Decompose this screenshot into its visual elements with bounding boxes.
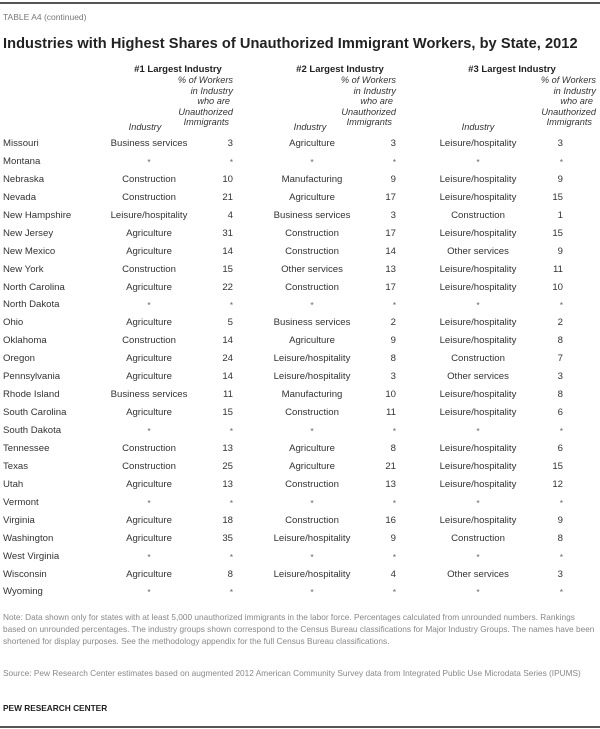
industry-2-cell: * [310, 497, 314, 508]
table-row [0, 424, 600, 442]
state-cell: North Dakota [3, 299, 60, 311]
pct-3-cell: 11 [553, 263, 563, 275]
table-row [0, 352, 600, 370]
industry-2-cell: * [310, 426, 314, 436]
source-note: Source: Pew Research Center estimates based on augmented 2012 American Community Survey data from Integrated Public Use Microdata Series (IPUMS) [3, 668, 581, 678]
pct-1-cell: 14 [222, 245, 233, 257]
industry-1-cell: Agriculture [126, 568, 172, 580]
pct-2-cell: 11 [386, 407, 396, 419]
table-row [0, 209, 600, 227]
group-header-1: #1 Largest Industry [134, 64, 222, 75]
pct-3-cell: 12 [552, 478, 563, 490]
pct-1-cell: 14 [222, 371, 233, 383]
table-body [0, 137, 600, 603]
pct-3-cell: 8 [557, 532, 563, 544]
industry-1-cell: Agriculture [126, 407, 172, 419]
pct-2-cell: * [392, 551, 396, 562]
pct-3-cell: 15 [552, 460, 563, 472]
pct-header-line: % of Workers [340, 75, 396, 85]
pct-3-cell: 7 [557, 353, 563, 365]
pct-1-cell: 15 [222, 263, 233, 275]
pct-1-cell: 8 [227, 568, 233, 580]
table-row [0, 388, 600, 406]
pct-3-cell: * [559, 497, 563, 508]
industry-1-cell: Construction [122, 442, 176, 454]
industry-3-cell: Leisure/hospitality [439, 335, 517, 347]
state-cell: Montana [3, 155, 41, 167]
pct-2-cell: 21 [385, 460, 396, 472]
table-row [0, 245, 600, 263]
pct-3-cell: * [559, 156, 563, 167]
pct-3-cell: 8 [557, 389, 563, 401]
table-row [0, 406, 600, 424]
pct-3-cell: * [559, 551, 563, 562]
pct-2-cell: 17 [385, 281, 396, 293]
industry-3-cell: Construction [451, 532, 505, 544]
table-row [0, 155, 600, 173]
table-row [0, 298, 600, 316]
pct-2-cell: 4 [390, 568, 396, 580]
pct-2-cell: 10 [385, 389, 396, 401]
table-row [0, 137, 600, 155]
pct-1-cell: 22 [222, 281, 233, 293]
pct-header-line: who are [560, 96, 593, 106]
pct-header-line: Unauthorized [178, 106, 233, 117]
industry-3-cell: Leisure/hospitality [439, 281, 517, 293]
pct-1-cell: 13 [222, 478, 233, 490]
pct-1-cell: 3 [227, 138, 233, 149]
industry-1-cell: Agriculture [126, 353, 172, 365]
pct-3-cell: 1 [557, 209, 563, 221]
state-cell: Tennessee [3, 442, 50, 454]
pct-2-cell: 13 [385, 478, 396, 490]
pct-header-line: in Industry [353, 85, 396, 96]
pct-2-cell: 2 [390, 317, 396, 329]
pct-3-cell: 8 [557, 335, 563, 347]
industry-1-cell: * [147, 551, 151, 562]
pct-2-cell: 3 [390, 209, 396, 221]
industry-1-cell: * [147, 300, 151, 311]
pct-1-cell: 15 [222, 407, 233, 419]
state-cell: Nebraska [3, 173, 45, 185]
pct-header-line: in Industry [553, 85, 596, 96]
industry-3-cell: Construction [451, 353, 505, 365]
footnote: Note: Data shown only for states with at least 5,000 unauthorized immigrants in the labor force. Percentages calculated from unrounded numbers. Rankings based on unrounded percentages. The industry groups shown correspond to the Census Bureau classifications for Major Industry Groups. The names have been shortened for display purposes. See the methodology appendix for the full Census Bureau classifications. [3, 612, 595, 646]
pct-1-cell: 14 [222, 335, 233, 347]
pct-1-cell: * [229, 156, 233, 167]
state-cell: Nevada [3, 191, 37, 203]
industry-1-cell: * [147, 497, 151, 508]
industry-3-cell: Leisure/hospitality [439, 389, 517, 401]
state-cell: Rhode Island [3, 389, 60, 401]
table-row [0, 585, 600, 603]
industry-1-cell: Agriculture [126, 227, 172, 239]
state-cell: Washington [3, 532, 54, 544]
group-header-2: #2 Largest Industry [296, 64, 384, 75]
pct-header-line: Immigrants [346, 117, 392, 127]
pct-3-cell: 10 [552, 281, 563, 293]
table-row [0, 334, 600, 352]
industry-2-cell: * [310, 551, 314, 562]
industry-2-cell: Agriculture [289, 138, 335, 149]
pct-header-line: who are [360, 96, 393, 106]
industry-1-cell: * [147, 156, 151, 167]
industry-1-cell: Agriculture [126, 371, 172, 383]
state-cell: New Mexico [3, 245, 56, 257]
pct-header-line: % of Workers [177, 75, 233, 85]
pct-2-cell: 3 [390, 371, 396, 383]
state-cell: North Carolina [3, 281, 65, 293]
industry-2-cell: Construction [285, 514, 339, 526]
industry-2-cell: Manufacturing [281, 173, 343, 185]
table-row [0, 442, 600, 460]
state-cell: Wisconsin [3, 568, 47, 580]
state-cell: New Hampshire [3, 209, 72, 221]
pct-3-cell: 2 [557, 317, 563, 329]
industry-3-cell: * [476, 300, 480, 311]
industry-1-cell: Agriculture [126, 532, 172, 544]
group-header-3: #3 Largest Industry [468, 64, 556, 75]
state-cell: Texas [3, 460, 29, 472]
pct-2-cell: 8 [390, 442, 396, 454]
industry-3-cell: * [476, 551, 480, 562]
state-cell: Virginia [3, 514, 35, 526]
industry-3-cell: * [476, 156, 480, 167]
state-cell: New Jersey [3, 227, 54, 239]
pct-1-cell: 21 [222, 191, 233, 203]
table-row [0, 370, 600, 388]
industry-1-cell: Construction [122, 460, 176, 472]
table-row [0, 191, 600, 209]
pct-1-cell: 4 [227, 209, 233, 221]
state-cell: New York [3, 263, 44, 275]
industry-1-cell: Construction [122, 173, 176, 185]
industry-header-1: Industry [128, 122, 162, 132]
industry-3-cell: * [476, 587, 480, 598]
industry-2-cell: Construction [285, 245, 339, 257]
industry-1-cell: Business services [110, 389, 188, 401]
pct-header-1 [178, 75, 233, 128]
pct-header-2 [341, 75, 396, 128]
industry-2-cell: Leisure/hospitality [273, 371, 351, 383]
pct-3-cell: 3 [557, 371, 563, 383]
pct-1-cell: * [229, 551, 233, 562]
industry-2-cell: Leisure/hospitality [273, 568, 351, 580]
pct-2-cell: * [392, 587, 396, 598]
pct-2-cell: 14 [385, 245, 396, 257]
state-cell: Missouri [3, 138, 39, 149]
industry-2-cell: Agriculture [289, 442, 335, 454]
pct-header-line: Immigrants [183, 117, 229, 127]
industry-3-cell: Leisure/hospitality [439, 317, 517, 329]
pct-1-cell: * [229, 587, 233, 598]
pct-1-cell: 11 [223, 389, 233, 401]
industry-2-cell: Construction [285, 281, 339, 293]
pct-2-cell: 3 [390, 138, 396, 149]
page-title: Industries with Highest Shares of Unauthorized Immigrant Workers, by State, 2012 [3, 36, 578, 52]
industry-3-cell: Leisure/hospitality [439, 514, 517, 526]
pct-2-cell: * [392, 300, 396, 311]
industry-2-cell: Construction [285, 227, 339, 239]
table-row [0, 568, 600, 586]
pct-1-cell: * [229, 497, 233, 508]
industry-1-cell: Construction [122, 191, 176, 203]
industry-1-cell: Agriculture [126, 317, 172, 329]
industry-2-cell: Business services [273, 317, 351, 329]
pct-2-cell: 9 [390, 173, 396, 185]
table-row [0, 532, 600, 550]
industry-1-cell: Construction [122, 263, 176, 275]
state-cell: West Virginia [3, 550, 60, 562]
industry-3-cell: Leisure/hospitality [439, 407, 517, 419]
industry-3-cell: Other services [447, 245, 509, 257]
pct-1-cell: 25 [222, 460, 233, 472]
industry-3-cell: Leisure/hospitality [439, 227, 517, 239]
pct-header-line: Unauthorized [541, 106, 596, 117]
pct-2-cell: 16 [385, 514, 396, 526]
industry-2-cell: * [310, 587, 314, 598]
industry-2-cell: Manufacturing [281, 389, 343, 401]
industry-3-cell: Leisure/hospitality [439, 442, 517, 454]
pct-1-cell: * [229, 426, 233, 436]
industry-1-cell: Business services [110, 138, 188, 149]
industry-3-cell: Other services [447, 371, 509, 383]
table-row [0, 496, 600, 514]
pct-2-cell: * [392, 497, 396, 508]
industry-header-2: Industry [293, 122, 327, 132]
state-cell: Wyoming [3, 586, 43, 598]
pct-2-cell: 9 [390, 335, 396, 347]
pct-3-cell: 9 [557, 173, 563, 185]
industry-2-cell: Leisure/hospitality [273, 353, 351, 365]
table-row [0, 514, 600, 532]
pct-2-cell: * [392, 156, 396, 167]
pct-1-cell: 5 [227, 317, 233, 329]
industry-1-cell: * [147, 426, 151, 436]
table-row [0, 550, 600, 568]
pct-3-cell: 9 [557, 245, 563, 257]
industry-3-cell: Leisure/hospitality [439, 460, 517, 472]
industry-3-cell: * [476, 426, 480, 436]
pct-header-3 [541, 75, 596, 128]
industry-3-cell: * [476, 497, 480, 508]
pct-3-cell: 9 [557, 514, 563, 526]
industry-1-cell: Agriculture [126, 281, 172, 293]
pct-3-cell: 6 [557, 407, 563, 419]
pct-1-cell: 10 [222, 173, 233, 185]
pct-3-cell: * [559, 426, 563, 436]
industry-3-cell: Construction [451, 209, 505, 221]
industry-2-cell: Agriculture [289, 335, 335, 347]
pct-header-line: in Industry [190, 85, 233, 96]
industry-1-cell: Construction [122, 335, 176, 347]
industry-2-cell: * [310, 300, 314, 311]
pct-3-cell: 15 [552, 191, 563, 203]
pct-1-cell: 24 [222, 353, 233, 365]
pct-1-cell: 18 [222, 514, 233, 526]
pct-2-cell: 17 [385, 227, 396, 239]
industry-1-cell: * [147, 587, 151, 598]
state-cell: South Carolina [3, 407, 67, 419]
pct-3-cell: 6 [557, 442, 563, 454]
pct-header-line: Immigrants [546, 117, 592, 127]
industry-3-cell: Other services [447, 568, 509, 580]
pct-3-cell: * [559, 587, 563, 598]
state-cell: Ohio [3, 317, 24, 329]
industry-1-cell: Agriculture [126, 245, 172, 257]
industry-3-cell: Leisure/hospitality [439, 138, 517, 149]
state-cell: Pennsylvania [3, 371, 61, 383]
table-row [0, 227, 600, 245]
state-cell: Oklahoma [3, 335, 47, 347]
industry-2-cell: Agriculture [289, 191, 335, 203]
table-row [0, 173, 600, 191]
table-row [0, 316, 600, 334]
pct-1-cell: * [229, 300, 233, 311]
table-row [0, 478, 600, 496]
table-row [0, 460, 600, 478]
industry-3-cell: Leisure/hospitality [439, 191, 517, 203]
pct-3-cell: 15 [552, 227, 563, 239]
pct-1-cell: 35 [222, 532, 233, 544]
state-cell: Utah [3, 478, 24, 490]
state-cell: Oregon [3, 353, 35, 365]
industry-header-3: Industry [461, 122, 495, 132]
state-cell: South Dakota [3, 425, 62, 436]
industry-2-cell: Construction [285, 478, 339, 490]
industry-2-cell: Construction [285, 407, 339, 419]
pct-3-cell: 3 [557, 138, 563, 149]
industry-1-cell: Leisure/hospitality [110, 209, 188, 221]
pct-3-cell: * [559, 300, 563, 311]
pct-2-cell: 17 [385, 191, 396, 203]
industry-2-cell: Leisure/hospitality [273, 532, 351, 544]
industry-1-cell: Agriculture [126, 478, 172, 490]
industry-2-cell: Agriculture [289, 460, 335, 472]
pct-2-cell: 9 [390, 532, 396, 544]
pct-2-cell: * [392, 426, 396, 436]
pct-2-cell: 8 [390, 353, 396, 365]
industry-3-cell: Leisure/hospitality [439, 173, 517, 185]
industry-3-cell: Leisure/hospitality [439, 263, 517, 275]
pct-1-cell: 31 [222, 227, 233, 239]
top-rule [0, 2, 600, 4]
industry-1-cell: Agriculture [126, 514, 172, 526]
pct-1-cell: 13 [222, 442, 233, 454]
industry-2-cell: Business services [273, 209, 351, 221]
industry-3-cell: Leisure/hospitality [439, 478, 517, 490]
pct-3-cell: 3 [557, 568, 563, 580]
table-label: TABLE A4 (continued) [3, 12, 87, 22]
state-cell: Vermont [3, 496, 39, 508]
pct-header-line: % of Workers [540, 75, 596, 85]
bottom-rule [0, 726, 600, 728]
pct-header-line: who are [197, 96, 230, 106]
pct-header-line: Unauthorized [341, 106, 396, 117]
organization-credit: PEW RESEARCH CENTER [3, 703, 108, 713]
table-row [0, 281, 600, 299]
pct-2-cell: 13 [385, 263, 396, 275]
industry-2-cell: * [310, 156, 314, 167]
table-row [0, 263, 600, 281]
industry-2-cell: Other services [281, 263, 343, 275]
